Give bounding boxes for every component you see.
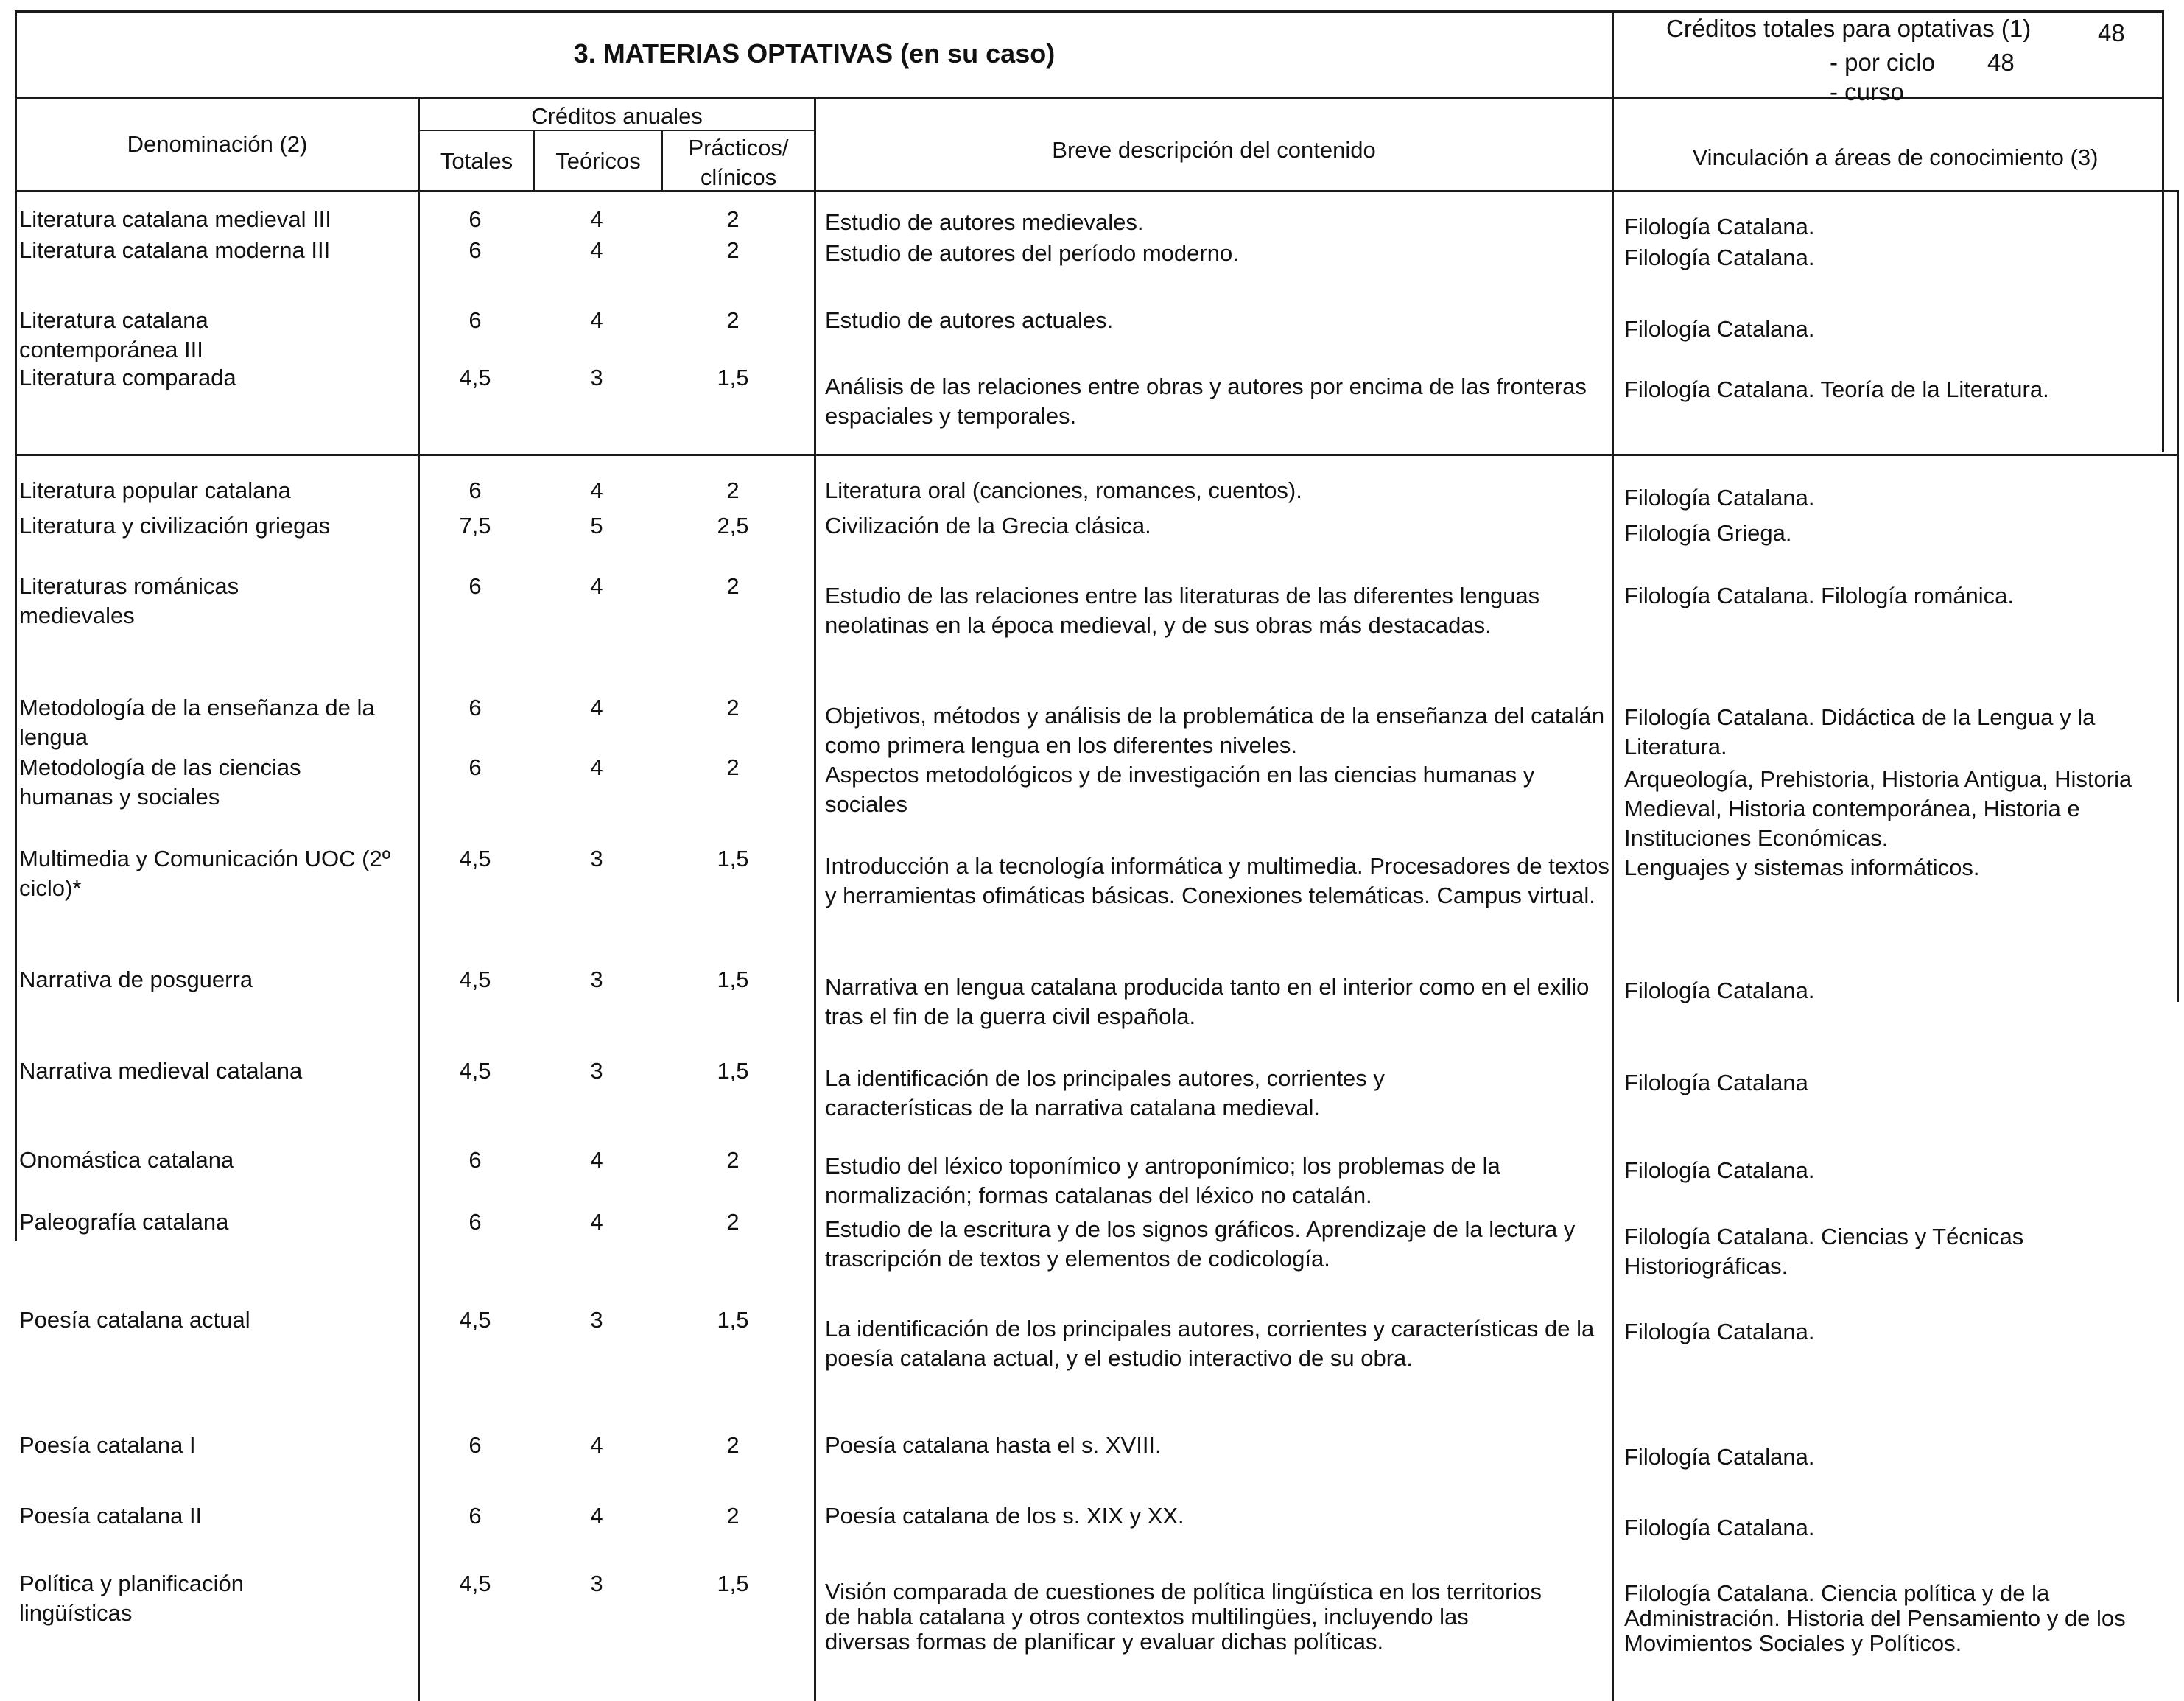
knowledge-area: Filología Catalana. Didáctica de la Lengua y la Literatura.	[1624, 704, 2096, 760]
credits-teoricos: 4	[590, 1209, 603, 1235]
knowledge-area: Lenguajes y sistemas informáticos.	[1624, 855, 1980, 880]
content-description: Análisis de las relaciones entre obras y autores por encima de las fronteras espaciales y temporales.	[825, 373, 1587, 429]
credits-totales: 6	[468, 1432, 482, 1458]
subject-name: Metodología de las ciencias humanas y sociales	[19, 754, 301, 810]
subject-name: Multimedia y Comunicación UOC (2º ciclo)*	[19, 846, 391, 901]
header-descripcion: Breve descripción del contenido	[1052, 137, 1376, 163]
knowledge-area: Filología Catalana	[1624, 1070, 1808, 1095]
col-divider-descripcion	[814, 99, 816, 1701]
credits-teoricos: 3	[590, 365, 603, 390]
credits-totales: 6	[468, 695, 482, 720]
credits-totales: 6	[468, 1503, 482, 1529]
content-description: Estudio del léxico toponímico y antroponímico; los problemas de la normalización; formas catalanas del léxico no catalán.	[825, 1153, 1500, 1208]
knowledge-area: Arqueología, Prehistoria, Historia Antigua, Historia Medieval, Historia contemporánea, Historia e Instituciones Económicas.	[1624, 766, 2132, 851]
credits-practicos: 2	[726, 1503, 740, 1529]
content-description: Literatura oral (canciones, romances, cuentos).	[825, 477, 1302, 503]
credits-totales: 4,5	[459, 1571, 491, 1596]
header-practicos-line1: Prácticos/	[688, 135, 789, 161]
page-title: 3. MATERIAS OPTATIVAS (en su caso)	[573, 38, 1056, 69]
knowledge-area: Filología Catalana. Ciencias y Técnicas Historiográficas.	[1624, 1224, 2024, 1279]
content-description: Poesía catalana hasta el s. XVIII.	[825, 1432, 1162, 1458]
credits-practicos: 2	[726, 573, 740, 599]
credits-teoricos: 4	[590, 206, 603, 232]
credits-totales: 7,5	[459, 513, 491, 539]
credits-total-value: 48	[2098, 19, 2125, 46]
knowledge-area: Filología Catalana.	[1624, 214, 1815, 239]
subject-name: Literatura popular catalana	[19, 477, 291, 503]
subject-name: Poesía catalana I	[19, 1432, 196, 1458]
credits-practicos: 2	[726, 1432, 740, 1458]
credits-totales: 6	[468, 206, 482, 232]
credits-teoricos: 4	[590, 1432, 603, 1458]
header-denominacion: Denominación (2)	[127, 131, 308, 157]
subject-name: Literatura catalana moderna III	[19, 237, 331, 263]
credits-practicos: 1,5	[717, 1307, 749, 1333]
credits-totales: 6	[468, 237, 482, 263]
per-cycle-label: - por ciclo	[1830, 49, 1936, 76]
credits-practicos: 1,5	[717, 846, 749, 871]
knowledge-area: Filología Catalana.	[1624, 978, 1815, 1003]
knowledge-area: Filología Catalana. Teoría de la Literatura.	[1624, 376, 2049, 402]
header-creditos-anuales: Créditos anuales	[531, 103, 703, 129]
credits-practicos: 1,5	[717, 1571, 749, 1596]
header-practicos-line2: clínicos	[700, 164, 777, 190]
header-vinculacion: Vinculación a áreas de conocimiento (3)	[1692, 144, 2099, 170]
subject-name: Metodología de la enseñanza de la lengua	[19, 695, 375, 750]
credits-teoricos: 3	[590, 1307, 603, 1333]
right-border-lower	[2177, 192, 2179, 1002]
credits-practicos: 2	[726, 206, 740, 232]
content-description: Visión comparada de cuestiones de política lingüística en los territorios de habla catalana y otros contextos multilingües, incluyendo las diversas formas de planificar y evaluar dichas políticas.	[825, 1579, 1542, 1655]
content-description: Poesía catalana de los s. XIX y XX.	[825, 1503, 1184, 1529]
credits-practicos: 2	[726, 237, 740, 263]
credits-totales: 4,5	[459, 846, 491, 871]
credits-totales: 4,5	[459, 967, 491, 992]
credits-teoricos: 4	[590, 1147, 603, 1173]
credits-totales: 4,5	[459, 365, 491, 390]
subject-name: Literatura catalana contemporánea III	[19, 307, 208, 362]
subject-name: Narrativa de posguerra	[19, 967, 253, 992]
credits-totales: 4,5	[459, 1058, 491, 1084]
content-description: Estudio de autores del período moderno.	[825, 240, 1239, 266]
credits-totales: 6	[468, 1147, 482, 1173]
credits-practicos: 2,5	[717, 513, 749, 539]
credits-totales: 6	[468, 1209, 482, 1235]
credits-practicos: 2	[726, 754, 740, 780]
header-teoricos: Teóricos	[555, 148, 641, 174]
credits-practicos: 2	[726, 695, 740, 720]
subject-name: Narrativa medieval catalana	[19, 1058, 303, 1084]
knowledge-area: Filología Catalana.	[1624, 1444, 1815, 1470]
credits-practicos: 1,5	[717, 1058, 749, 1084]
credits-teoricos: 3	[590, 846, 603, 871]
subject-name: Poesía catalana II	[19, 1503, 203, 1529]
subject-name: Política y planificación lingüísticas	[19, 1571, 244, 1626]
content-description: Estudio de las relaciones entre las literaturas de las diferentes lenguas neolatinas en la época medieval, y de sus obras más destacadas.	[825, 583, 1540, 638]
content-description: Introducción a la tecnología informática y multimedia. Procesadores de textos y herramientas ofimáticas básicas. Conexiones telemáticas. Campus virtual.	[825, 853, 1609, 908]
credits-teoricos: 4	[590, 695, 603, 720]
credits-totales: 6	[468, 573, 482, 599]
col-divider-totales	[418, 99, 420, 1701]
credits-practicos: 1,5	[717, 967, 749, 992]
knowledge-area: Filología Catalana.	[1624, 1515, 1815, 1540]
credits-teoricos: 4	[590, 573, 603, 599]
subject-name: Literaturas románicas medievales	[19, 573, 239, 628]
header-bottom-border	[15, 190, 2179, 192]
credits-practicos: 2	[726, 1209, 740, 1235]
subject-name: Literatura y civilización griegas	[19, 513, 331, 539]
credits-practicos: 2	[726, 1147, 740, 1173]
content-description: Aspectos metodológicos y de investigación en las ciencias humanas y sociales	[825, 762, 1535, 817]
credits-teoricos: 4	[590, 1503, 603, 1529]
credits-totales: 6	[468, 754, 482, 780]
subject-name: Onomástica catalana	[19, 1147, 234, 1173]
content-description: Estudio de autores actuales.	[825, 307, 1114, 333]
knowledge-area: Filología Catalana. Filología románica.	[1624, 583, 2014, 608]
subject-name: Literatura catalana medieval III	[19, 206, 331, 232]
credits-teoricos: 3	[590, 1058, 603, 1084]
credits-teoricos: 4	[590, 307, 603, 333]
knowledge-area: Filología Catalana.	[1624, 245, 1815, 270]
knowledge-area: Filología Catalana.	[1624, 316, 1815, 342]
top-border	[15, 10, 2164, 13]
section-divider	[15, 454, 2179, 456]
content-description: Objetivos, métodos y análisis de la problemática de la enseñanza del catalán como primera lengua en los diferentes niveles.	[825, 703, 1605, 758]
per-cycle-value: 48	[1987, 49, 2015, 76]
content-description: Estudio de autores medievales.	[825, 209, 1144, 235]
subject-name: Poesía catalana actual	[19, 1307, 250, 1333]
content-description: Estudio de la escritura y de los signos gráficos. Aprendizaje de la lectura y trascripción de textos y elementos de codicología.	[825, 1216, 1576, 1272]
credits-teoricos: 4	[590, 754, 603, 780]
credits-practicos: 1,5	[717, 365, 749, 390]
credits-practicos: 2	[726, 307, 740, 333]
credits-teoricos: 4	[590, 477, 603, 503]
content-description: La identificación de los principales autores, corrientes y características de la poesía catalana actual, y el estudio interactivo de su obra.	[825, 1316, 1595, 1371]
course-label: - curso	[1830, 78, 1904, 105]
knowledge-area: Filología Griega.	[1624, 520, 1792, 546]
subject-name: Paleografía catalana	[19, 1209, 229, 1235]
content-description: Civilización de la Grecia clásica.	[825, 513, 1151, 539]
credits-teoricos: 4	[590, 237, 603, 263]
knowledge-area: Filología Catalana. Ciencia política y de la Administración. Historia del Pensamiento y de los Movimientos Sociales y Políticos.	[1624, 1580, 2126, 1656]
credits-totales: 6	[468, 477, 482, 503]
content-description: Narrativa en lengua catalana producida tanto en el interior como en el exilio tras el fin de la guerra civil española.	[825, 974, 1590, 1029]
content-description: La identificación de los principales autores, corrientes y características de la narrativa catalana medieval.	[825, 1065, 1385, 1120]
credits-totales: 4,5	[459, 1307, 491, 1333]
credits-teoricos: 3	[590, 1571, 603, 1596]
subject-name: Literatura comparada	[19, 365, 236, 390]
left-border	[15, 10, 17, 1241]
header-totales: Totales	[440, 148, 513, 174]
credits-teoricos: 5	[590, 513, 603, 539]
credits-total-label: Créditos totales para optativas (1)	[1666, 15, 2032, 42]
knowledge-area: Filología Catalana.	[1624, 1157, 1815, 1183]
credits-totales: 6	[468, 307, 482, 333]
knowledge-area: Filología Catalana.	[1624, 1319, 1815, 1344]
credits-practicos: 2	[726, 477, 740, 503]
credits-teoricos: 3	[590, 967, 603, 992]
knowledge-area: Filología Catalana.	[1624, 485, 1815, 511]
